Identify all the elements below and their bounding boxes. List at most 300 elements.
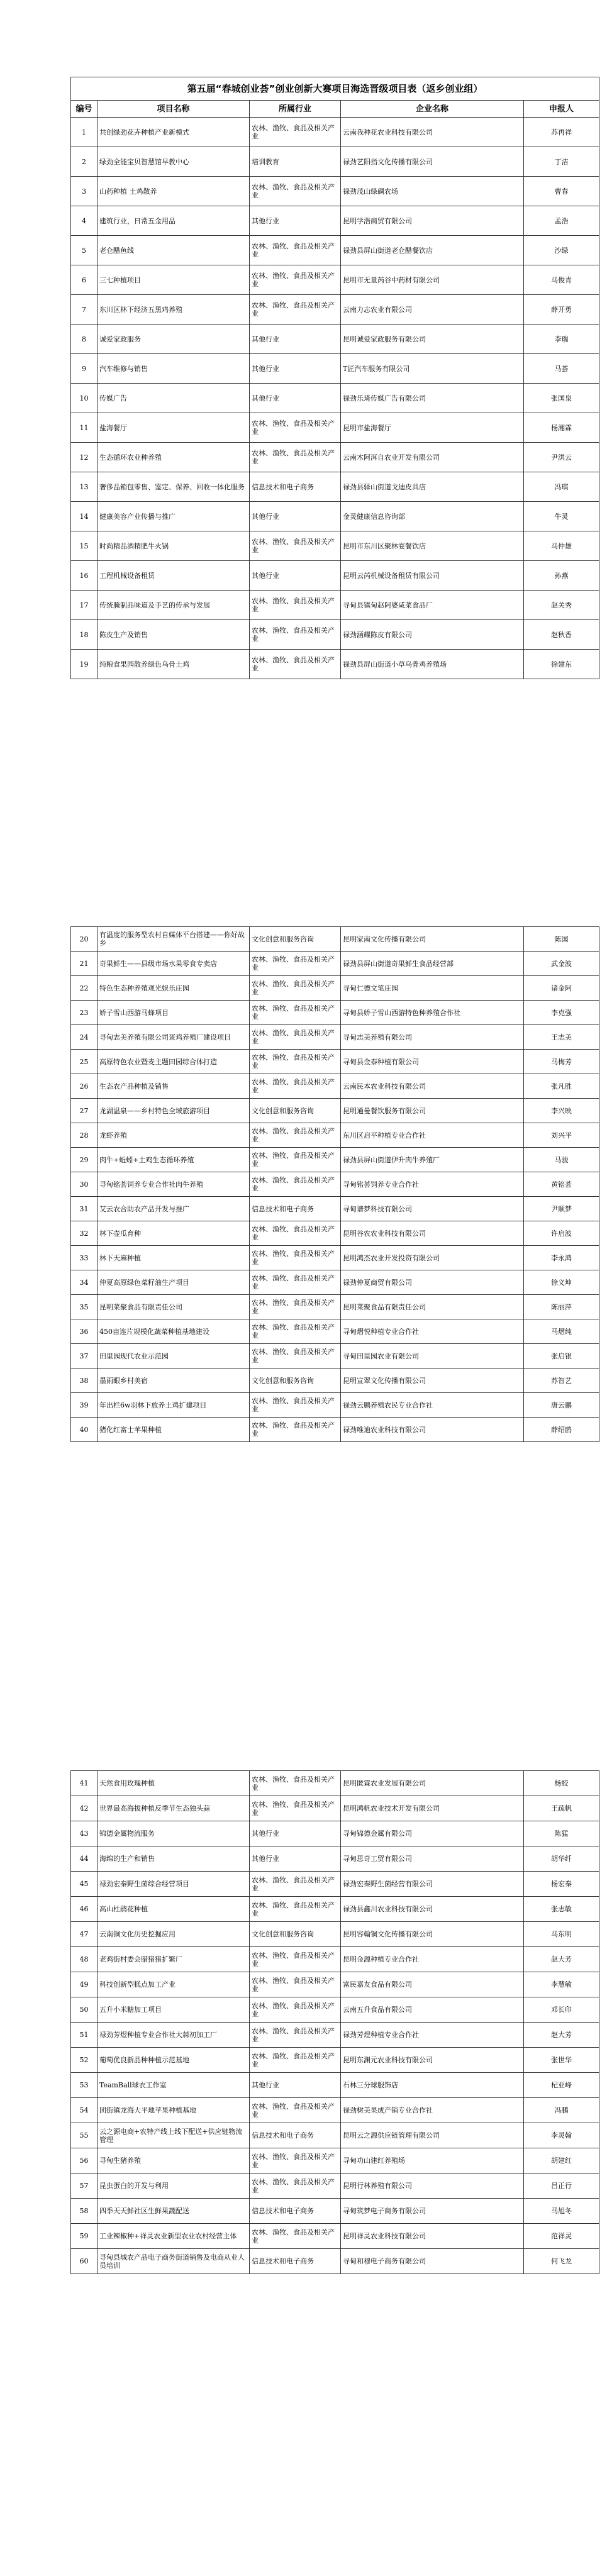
cell-industry: 信息技术和电子商务 <box>250 2199 341 2224</box>
table-row <box>71 1846 599 1872</box>
cell-company: 寻甸筑梦电子商务有限公司 <box>341 2199 524 2224</box>
header-row <box>71 101 599 118</box>
cell-project-name: 建筑行业，日常五金用品 <box>97 206 250 236</box>
table-row <box>71 1319 599 1344</box>
cell-number: 32 <box>71 1221 97 1246</box>
table-row <box>71 2224 599 2249</box>
cell-company: 金灵健康信息咨询部 <box>341 502 524 531</box>
cell-applicant: 王志美 <box>524 1025 599 1050</box>
table-row <box>71 1099 599 1123</box>
cell-company: 禄劲唯迪农业科技有限公司 <box>341 1418 524 1442</box>
cell-industry: 农林、渔牧、食品及相关产业 <box>250 1771 341 1796</box>
table-row <box>71 1074 599 1099</box>
cell-project-name: 四季天天鲜社区生鲜果蔬配送 <box>97 2199 250 2224</box>
cell-company: 寻甸思奇工贸有限公司 <box>341 1846 524 1872</box>
project-table <box>70 1770 599 2274</box>
table-row <box>71 1972 599 1997</box>
cell-project-name: 龙湖温泉——乡村特色全域旅游项目 <box>97 1099 250 1123</box>
cell-applicant: 赵关秀 <box>524 591 599 620</box>
table-row <box>71 472 599 502</box>
cell-project-name: 仲夏高原绿色菜籽油生产项目 <box>97 1270 250 1295</box>
cell-applicant: 唐云鹏 <box>524 1393 599 1418</box>
cell-company: 寻甸铭荟饲养专业合作社 <box>341 1172 524 1197</box>
cell-project-name: 三七种植项目 <box>97 265 250 295</box>
cell-applicant: 马旭冬 <box>524 2199 599 2224</box>
cell-applicant: 冯鹏 <box>524 2098 599 2123</box>
cell-project-name: 汽车维修与销售 <box>97 354 250 384</box>
cell-project-name: 锦德金属物流服务 <box>97 1821 250 1846</box>
cell-industry: 其他行业 <box>250 1821 341 1846</box>
cell-industry: 农林、渔牧、食品及相关产业 <box>250 118 341 147</box>
table-row <box>71 1997 599 2023</box>
table-row <box>71 2174 599 2199</box>
cell-company: 寻甸功山建红养殖场 <box>341 2148 524 2174</box>
cell-number: 7 <box>71 295 97 325</box>
cell-number: 40 <box>71 1418 97 1442</box>
cell-project-name: 奢侈品箱包零售、鉴定、保养、回收一体化服务 <box>97 472 250 502</box>
cell-applicant: 徐建东 <box>524 650 599 679</box>
cell-industry: 信息技术和电子商务 <box>250 472 341 502</box>
table-row <box>71 1001 599 1025</box>
cell-company: 禄劲树美果成产销专业合作社 <box>341 2098 524 2123</box>
cell-applicant: 范祥灵 <box>524 2224 599 2249</box>
cell-project-name: 禄劲芳煜种植专业合作社大蒜初加工厂 <box>97 2023 250 2048</box>
cell-industry: 农林、渔牧、食品及相关产业 <box>250 236 341 265</box>
cell-project-name: 盐海餐厅 <box>97 413 250 443</box>
cell-number: 6 <box>71 265 97 295</box>
cell-applicant: 马梅芳 <box>524 1050 599 1074</box>
cell-company: 禄劲乐琦传媒广告有限公司 <box>341 384 524 413</box>
cell-industry: 其他行业 <box>250 502 341 531</box>
cell-project-name: 艾云农合助农产品开发与推广 <box>97 1197 250 1221</box>
cell-company: 富民嘉友食品有限公司 <box>341 1972 524 1997</box>
cell-company: 禄劲县屏山街道奇果鲜生食品经营部 <box>341 952 524 976</box>
cell-project-name: TeamBall球衣工作室 <box>97 2073 250 2098</box>
cell-industry: 农林、渔牧、食品及相关产业 <box>250 1123 341 1148</box>
cell-applicant: 张世华 <box>524 2048 599 2073</box>
cell-industry: 文化创意和服务咨询 <box>250 1368 341 1393</box>
table-row <box>71 1796 599 1821</box>
cell-number: 58 <box>71 2199 97 2224</box>
cell-number: 41 <box>71 1771 97 1796</box>
table-row <box>71 1821 599 1846</box>
cell-company: 寻甸和穆电子商务有限公司 <box>341 2249 524 2274</box>
cell-project-name: 450亩连片规模化蔬菜种植基地建设 <box>97 1319 250 1344</box>
table-row <box>71 1872 599 1897</box>
table-row <box>71 1025 599 1050</box>
cell-company: 昆明家南文化传播有限公司 <box>341 927 524 952</box>
cell-number: 16 <box>71 561 97 591</box>
page-block-2 <box>70 926 599 1442</box>
cell-number: 24 <box>71 1025 97 1050</box>
cell-company: 昆明谷农农业科技有限公司 <box>341 1221 524 1246</box>
table-row <box>71 1148 599 1172</box>
cell-number: 30 <box>71 1172 97 1197</box>
cell-company: 寻甸谱梦科技有限公司 <box>341 1197 524 1221</box>
table-row <box>71 1197 599 1221</box>
table-row <box>71 561 599 591</box>
cell-applicant: 诸金阿 <box>524 976 599 1001</box>
table-row <box>71 591 599 620</box>
cell-project-name: 云之源电商+农特产线上线下配送+供应链物流管理 <box>97 2123 250 2148</box>
header-number: 编号 <box>71 101 97 118</box>
cell-industry: 农林、渔牧、食品及相关产业 <box>250 413 341 443</box>
table-row <box>71 1771 599 1796</box>
cell-company: 昆明容翰铜文化传播有限公司 <box>341 1922 524 1947</box>
cell-company: 寻甸锦德金属有限公司 <box>341 1821 524 1846</box>
cell-number: 25 <box>71 1050 97 1074</box>
cell-industry: 农林、渔牧、食品及相关产业 <box>250 295 341 325</box>
cell-industry: 农林、渔牧、食品及相关产业 <box>250 265 341 295</box>
cell-applicant: 马东明 <box>524 1922 599 1947</box>
cell-industry: 其他行业 <box>250 2073 341 2098</box>
cell-company: 昆明市东川区聚林宴餐饮店 <box>341 531 524 561</box>
cell-applicant: 张志敏 <box>524 1897 599 1922</box>
cell-number: 17 <box>71 591 97 620</box>
table-row <box>71 1922 599 1947</box>
table-row <box>71 325 599 354</box>
cell-company: 昆明市无量芮谷中药材有限公司 <box>341 265 524 295</box>
cell-applicant: 王疏帆 <box>524 1796 599 1821</box>
cell-applicant: 李灵翰 <box>524 2123 599 2148</box>
cell-number: 45 <box>71 1872 97 1897</box>
cell-industry: 农林、渔牧、食品及相关产业 <box>250 650 341 679</box>
cell-company: 昆明鸿杰农业开发投资有限公司 <box>341 1246 524 1270</box>
cell-project-name: 云南铜文化历史挖掘应用 <box>97 1922 250 1947</box>
table-row <box>71 1050 599 1074</box>
cell-project-name: 林下天麻种植 <box>97 1246 250 1270</box>
project-table <box>70 77 599 679</box>
cell-industry: 农林、渔牧、食品及相关产业 <box>250 1148 341 1172</box>
cell-number: 55 <box>71 2123 97 2148</box>
table-row <box>71 384 599 413</box>
cell-applicant: 许启波 <box>524 1221 599 1246</box>
table-row <box>71 502 599 531</box>
cell-number: 36 <box>71 1319 97 1344</box>
cell-number: 46 <box>71 1897 97 1922</box>
cell-number: 13 <box>71 472 97 502</box>
cell-company: 禄劲仲夏商贸有限公司 <box>341 1270 524 1295</box>
table-row <box>71 1123 599 1148</box>
cell-project-name: 纯粮食果园散养绿色乌骨土鸡 <box>97 650 250 679</box>
cell-project-name: 传统腌制品味道及手艺的传承与发展 <box>97 591 250 620</box>
cell-applicant: 邓长印 <box>524 1997 599 2023</box>
cell-project-name: 肉牛+蚯蚓+土鸡生态循环养殖 <box>97 1148 250 1172</box>
cell-company: 寻甸田里园农业有限公司 <box>341 1344 524 1368</box>
cell-applicant: 孙燕 <box>524 561 599 591</box>
header-applicant: 申报人 <box>524 101 599 118</box>
cell-company: 禄劲茂山绿碉农场 <box>341 177 524 206</box>
cell-project-name: 工业辣椒种+祥灵农业新型农业农村经营主体 <box>97 2224 250 2249</box>
cell-company: 昆明菜聚食品有限责任公司 <box>341 1295 524 1319</box>
cell-industry: 农林、渔牧、食品及相关产业 <box>250 1872 341 1897</box>
cell-project-name: 年出栏6w羽林下放养土鸡扩建项目 <box>97 1393 250 1418</box>
table-row <box>71 2123 599 2148</box>
table-row <box>71 927 599 952</box>
cell-company: 云南力志农业有限公司 <box>341 295 524 325</box>
cell-applicant: 张国泉 <box>524 384 599 413</box>
cell-industry: 农林、渔牧、食品及相关产业 <box>250 1796 341 1821</box>
table-row <box>71 413 599 443</box>
cell-number: 37 <box>71 1344 97 1368</box>
cell-applicant: 陈丽萍 <box>524 1295 599 1319</box>
cell-applicant: 杨湘霖 <box>524 413 599 443</box>
cell-number: 53 <box>71 2073 97 2098</box>
cell-applicant: 徐义坤 <box>524 1270 599 1295</box>
cell-industry: 农林、渔牧、食品及相关产业 <box>250 1246 341 1270</box>
cell-applicant: 苏再祥 <box>524 118 599 147</box>
cell-number: 42 <box>71 1796 97 1821</box>
cell-company: 禄劲涵耀陈皮有限公司 <box>341 620 524 650</box>
header-company: 企业名称 <box>341 101 524 118</box>
cell-industry: 信息技术和电子商务 <box>250 2249 341 2274</box>
cell-applicant: 丁洁 <box>524 147 599 177</box>
cell-company: 昆明云芮机械设备租赁有限公司 <box>341 561 524 591</box>
cell-applicant: 冯琪 <box>524 472 599 502</box>
table-row <box>71 531 599 561</box>
cell-applicant: 马骏 <box>524 1148 599 1172</box>
cell-industry: 其他行业 <box>250 1846 341 1872</box>
cell-project-name: 天然食用玫瑰种植 <box>97 1771 250 1796</box>
cell-industry: 农林、渔牧、食品及相关产业 <box>250 620 341 650</box>
table-row <box>71 2023 599 2048</box>
cell-industry: 其他行业 <box>250 561 341 591</box>
table-row <box>71 206 599 236</box>
cell-company: 禄劲县屏山街道伊升肉牛养殖厂 <box>341 1148 524 1172</box>
cell-project-name: 五升小米糖加工项目 <box>97 1997 250 2023</box>
table-row <box>71 1172 599 1197</box>
cell-company: 昆明市盐海餐厅 <box>341 413 524 443</box>
page-block-1 <box>70 77 599 679</box>
table-row <box>71 650 599 679</box>
cell-number: 48 <box>71 1947 97 1972</box>
cell-company: 寻甸县镇甸赵阿婆咸菜食品厂 <box>341 591 524 620</box>
table-row <box>71 2073 599 2098</box>
cell-number: 8 <box>71 325 97 354</box>
cell-project-name: 奇果鲜生——县级市场水果零食专卖店 <box>97 952 250 976</box>
table-row <box>71 1947 599 1972</box>
cell-project-name: 特色生态种养殖观光娱乐庄园 <box>97 976 250 1001</box>
cell-applicant: 杨蛟 <box>524 1771 599 1796</box>
cell-applicant: 胡华纤 <box>524 1846 599 1872</box>
cell-company: 禄劲宏秦野生菌经营有限公司 <box>341 1872 524 1897</box>
cell-number: 39 <box>71 1393 97 1418</box>
cell-number: 3 <box>71 177 97 206</box>
cell-number: 14 <box>71 502 97 531</box>
cell-company: 云南我种花农业科技有限公司 <box>341 118 524 147</box>
cell-applicant: 尹洪云 <box>524 443 599 472</box>
cell-number: 22 <box>71 976 97 1001</box>
cell-applicant: 李克强 <box>524 1001 599 1025</box>
cell-number: 4 <box>71 206 97 236</box>
table-row <box>71 295 599 325</box>
cell-applicant: 胡建红 <box>524 2148 599 2174</box>
table-row <box>71 236 599 265</box>
cell-project-name: 寻甸志美养殖有限公司蛋鸡养殖厂建设项目 <box>97 1025 250 1050</box>
cell-industry: 其他行业 <box>250 354 341 384</box>
cell-industry: 农林、渔牧、食品及相关产业 <box>250 1221 341 1246</box>
cell-industry: 其他行业 <box>250 384 341 413</box>
cell-company: 寻甸熠悦种植专业合作社 <box>341 1319 524 1344</box>
cell-number: 26 <box>71 1074 97 1099</box>
cell-industry: 农林、渔牧、食品及相关产业 <box>250 1393 341 1418</box>
cell-project-name: 山药种植 土鸡散养 <box>97 177 250 206</box>
header-project: 项目名称 <box>97 101 250 118</box>
table-row <box>71 177 599 206</box>
cell-project-name: 猪化红富士苹果种植 <box>97 1418 250 1442</box>
cell-industry: 农林、渔牧、食品及相关产业 <box>250 1344 341 1368</box>
cell-number: 51 <box>71 2023 97 2048</box>
cell-industry: 其他行业 <box>250 206 341 236</box>
cell-project-name: 寻甸县城农产品电子商务街道销售及电商从业人员培训 <box>97 2249 250 2274</box>
cell-number: 21 <box>71 952 97 976</box>
cell-applicant: 李慧敏 <box>524 1972 599 1997</box>
cell-company: 禄劲芳煜种植专业合作社 <box>341 2023 524 2048</box>
cell-project-name: 诚爱家政服务 <box>97 325 250 354</box>
table-title: 第五届“春城创业荟”创业创新大赛项目海选晋级项目表（返乡创业组） <box>71 77 599 101</box>
cell-industry: 农林、渔牧、食品及相关产业 <box>250 177 341 206</box>
cell-industry: 文化创意和服务咨询 <box>250 927 341 952</box>
cell-project-name: 传媒广告 <box>97 384 250 413</box>
cell-applicant: 孟浩 <box>524 206 599 236</box>
cell-industry: 农林、渔牧、食品及相关产业 <box>250 1270 341 1295</box>
cell-number: 49 <box>71 1972 97 1997</box>
cell-applicant: 李兴映 <box>524 1099 599 1123</box>
cell-industry: 农林、渔牧、食品及相关产业 <box>250 531 341 561</box>
cell-company: 昆明鸿帆农业技术开发有限公司 <box>341 1796 524 1821</box>
cell-industry: 农林、渔牧、食品及相关产业 <box>250 443 341 472</box>
table-row <box>71 118 599 147</box>
cell-number: 43 <box>71 1821 97 1846</box>
cell-project-name: 寻甸铭荟饲养专业合作社肉牛养殖 <box>97 1172 250 1197</box>
cell-company: 昆明学浩商贸有限公司 <box>341 206 524 236</box>
cell-number: 54 <box>71 2098 97 2123</box>
cell-industry: 农林、渔牧、食品及相关产业 <box>250 1295 341 1319</box>
cell-company: 禄劲艺阳指文化传播有限公司 <box>341 147 524 177</box>
cell-company: 云南民本农业科技有限公司 <box>341 1074 524 1099</box>
cell-project-name: 昆明菜聚食品有限责任公司 <box>97 1295 250 1319</box>
cell-company: 禄劲县驿山街道戈迪皮具店 <box>341 472 524 502</box>
cell-number: 23 <box>71 1001 97 1025</box>
table-row <box>71 2249 599 2274</box>
cell-industry: 文化创意和服务咨询 <box>250 1922 341 1947</box>
cell-applicant: 马仲雄 <box>524 531 599 561</box>
cell-number: 12 <box>71 443 97 472</box>
table-row <box>71 620 599 650</box>
cell-number: 50 <box>71 1997 97 2023</box>
cell-number: 33 <box>71 1246 97 1270</box>
cell-applicant: 沙绿 <box>524 236 599 265</box>
cell-number: 60 <box>71 2249 97 2274</box>
cell-project-name: 墨雨眼乡村美宿 <box>97 1368 250 1393</box>
table-row <box>71 1221 599 1246</box>
cell-industry: 农林、渔牧、食品及相关产业 <box>250 2048 341 2073</box>
cell-industry: 农林、渔牧、食品及相关产业 <box>250 2148 341 2174</box>
cell-number: 34 <box>71 1270 97 1295</box>
page-block-3 <box>70 1770 599 2274</box>
cell-project-name: 禄劲宏秦野生菌综合经营项目 <box>97 1872 250 1897</box>
cell-company: T匠汽车服务有限公司 <box>341 354 524 384</box>
cell-number: 28 <box>71 1123 97 1148</box>
cell-company: 昆明金源种植专业合作社 <box>341 1947 524 1972</box>
cell-number: 59 <box>71 2224 97 2249</box>
cell-industry: 农林、渔牧、食品及相关产业 <box>250 2224 341 2249</box>
cell-applicant: 薛开勇 <box>524 295 599 325</box>
cell-company: 昆明行林养殖有限公司 <box>341 2174 524 2199</box>
cell-applicant: 马荟 <box>524 354 599 384</box>
table-row <box>71 1295 599 1319</box>
cell-applicant: 曹春 <box>524 177 599 206</box>
cell-number: 5 <box>71 236 97 265</box>
cell-project-name: 老仓醋鱼线 <box>97 236 250 265</box>
cell-project-name: 田里园现代农业示范园 <box>97 1344 250 1368</box>
cell-company: 寻甸仁德文笔庄园 <box>341 976 524 1001</box>
cell-industry: 信息技术和电子商务 <box>250 2123 341 2148</box>
header-industry: 所属行业 <box>250 101 341 118</box>
cell-project-name: 陈皮生产及销售 <box>97 620 250 650</box>
cell-company: 寻甸志美养殖有限公司 <box>341 1025 524 1050</box>
table-row <box>71 2148 599 2174</box>
cell-industry: 培训教育 <box>250 147 341 177</box>
table-row <box>71 1246 599 1270</box>
cell-number: 15 <box>71 531 97 561</box>
table-row <box>71 2098 599 2123</box>
cell-number: 9 <box>71 354 97 384</box>
cell-number: 56 <box>71 2148 97 2174</box>
cell-industry: 信息技术和电子商务 <box>250 1197 341 1221</box>
cell-number: 20 <box>71 927 97 952</box>
cell-industry: 农林、渔牧、食品及相关产业 <box>250 976 341 1001</box>
cell-project-name: 昆虫蛋白的开发与利用 <box>97 2174 250 2199</box>
cell-project-name: 东川区林下经济五黑鸡养殖 <box>97 295 250 325</box>
cell-applicant: 李瑞 <box>524 325 599 354</box>
cell-company: 昆明诚爱家政服务有限公司 <box>341 325 524 354</box>
cell-applicant: 黄铭荟 <box>524 1172 599 1197</box>
cell-industry: 其他行业 <box>250 325 341 354</box>
cell-applicant: 杞亚峰 <box>524 2073 599 2098</box>
cell-industry: 农林、渔牧、食品及相关产业 <box>250 1319 341 1344</box>
cell-applicant: 陈猛 <box>524 1821 599 1846</box>
cell-company: 昆明宣翠文化传播有限公司 <box>341 1368 524 1393</box>
cell-industry: 农林、渔牧、食品及相关产业 <box>250 1972 341 1997</box>
cell-applicant: 刘兴平 <box>524 1123 599 1148</box>
cell-project-name: 共创绿劲花卉种植产业新模式 <box>97 118 250 147</box>
cell-company: 云南木阿洱自农业开发有限公司 <box>341 443 524 472</box>
cell-industry: 农林、渔牧、食品及相关产业 <box>250 2174 341 2199</box>
cell-company: 寻甸县娇子雪山西游特色种养殖合作社 <box>341 1001 524 1025</box>
cell-number: 57 <box>71 2174 97 2199</box>
cell-company: 禄劲县屏山街道小草乌骨鸡养殖场 <box>341 650 524 679</box>
cell-number: 47 <box>71 1922 97 1947</box>
cell-applicant: 吕正行 <box>524 2174 599 2199</box>
cell-company: 禄劲县鑫川农业科技有限公司 <box>341 1897 524 1922</box>
cell-industry: 农林、渔牧、食品及相关产业 <box>250 1172 341 1197</box>
table-row <box>71 976 599 1001</box>
cell-number: 44 <box>71 1846 97 1872</box>
table-row <box>71 354 599 384</box>
cell-applicant: 马熠纯 <box>524 1319 599 1344</box>
table-row <box>71 443 599 472</box>
cell-project-name: 海绵的生产和销售 <box>97 1846 250 1872</box>
cell-number: 18 <box>71 620 97 650</box>
cell-project-name: 世界最高海拔种植反季节生态独头蒜 <box>97 1796 250 1821</box>
cell-project-name: 绿劲全能宝贝智慧馆早教中心 <box>97 147 250 177</box>
cell-company: 寻甸县金泰种植有限公司 <box>341 1050 524 1074</box>
cell-company: 东川区启平种植专业合作社 <box>341 1123 524 1148</box>
cell-industry: 农林、渔牧、食品及相关产业 <box>250 1025 341 1050</box>
cell-industry: 农林、渔牧、食品及相关产业 <box>250 591 341 620</box>
table-row <box>71 1418 599 1442</box>
